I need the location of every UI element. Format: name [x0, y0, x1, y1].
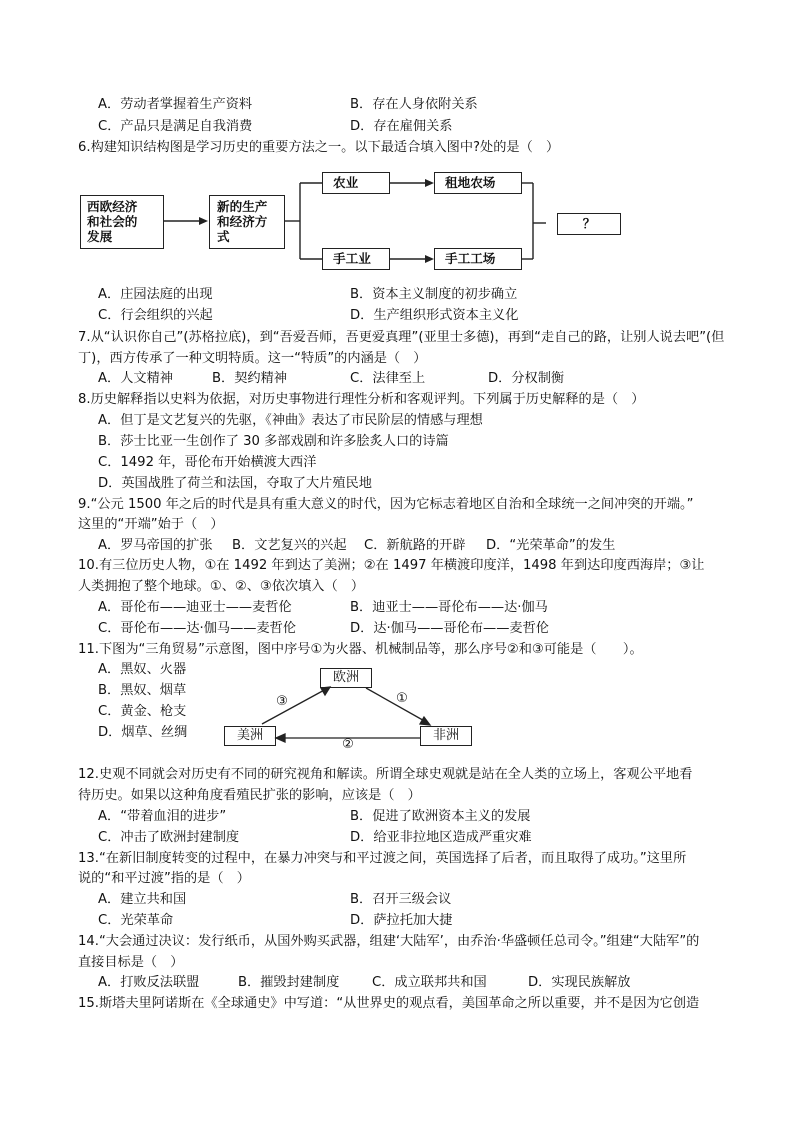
box1-line3: 发展	[87, 229, 113, 244]
q13-stem-line1: 13.“在新旧制度转变的过程中，在暴力冲突与和平过渡之间，英国选择了后者，而且取得了成功。”这里所	[78, 851, 687, 866]
q12-option-a: A．“带着血泪的进步”	[98, 809, 227, 824]
q7-option-b: B．契约精神	[212, 371, 287, 386]
q8-option-d: D．英国战胜了荷兰和法国，夺取了大片殖民地	[98, 476, 372, 491]
europe-box: 欧洲	[320, 668, 372, 688]
box2-line2: 和经济方	[217, 214, 268, 229]
america-box: 美洲	[224, 726, 276, 746]
q5-option-d: D．存在雇佣关系	[350, 119, 453, 134]
q9-option-c: C．新航路的开辟	[364, 538, 466, 553]
q11-option-d: D．烟草、丝绸	[98, 725, 188, 740]
arrow-label-2: ②	[342, 737, 354, 752]
q6-stem: 6.构建知识结构图是学习历史的重要方法之一。以下最适合填入图中?处的是（ ）	[78, 140, 560, 155]
q14-option-b: B．摧毁封建制度	[238, 975, 340, 990]
q7-option-a: A．人文精神	[98, 371, 173, 386]
arrow-label-1: ①	[396, 691, 408, 706]
q9-stem-line2: 这里的“开端”始于（ ）	[78, 517, 224, 532]
box1-line2: 和社会的	[87, 214, 138, 229]
box2-line3: 式	[217, 229, 230, 244]
q7-option-d: D．分权制衡	[488, 371, 565, 386]
q6-structure-diagram	[0, 0, 794, 290]
q13-option-a: A．建立共和国	[98, 892, 187, 907]
q14-option-d: D．实现民族解放	[528, 975, 631, 990]
q9-option-b: B．文艺复兴的兴起	[232, 538, 347, 553]
q13-option-b: B．召开三级会议	[350, 892, 452, 907]
diagram-box-leased-farm: 租地农场	[434, 172, 522, 194]
q8-option-a: A．但丁是文艺复兴的先驱，《神曲》表达了市民阶层的情感与理想	[98, 413, 483, 428]
q10-option-c: C．哥伦布——达·伽马——麦哲伦	[98, 621, 297, 636]
q7-option-c: C．法律至上	[350, 371, 426, 386]
q7-stem-line2: 丁)，西方传承了一种文明特质。这一“特质”的内涵是（ ）	[78, 351, 427, 366]
q8-option-c: C．1492 年，哥伦布开始横渡大西洋	[98, 455, 317, 470]
q12-option-c: C．冲击了欧洲封建制度	[98, 830, 240, 845]
q10-option-d: D．达·伽马——哥伦布——麦哲伦	[350, 621, 549, 636]
q7-stem-line1: 7.从“认识你自己”(苏格拉底)，到“吾爱吾师，吾更爱真理”(亚里士多德)，再到“走自己的路，让别人说去吧”(但	[78, 330, 725, 345]
q12-option-d: D．给亚非拉地区造成严重灾难	[350, 830, 532, 845]
q12-option-b: B．促进了欧洲资本主义的发展	[350, 809, 531, 824]
q14-option-a: A．打败反法联盟	[98, 975, 200, 990]
q6-option-d: D．生产组织形式资本主义化	[350, 308, 519, 323]
q14-stem-line1: 14.“大会通过决议：发行纸币，从国外购买武器，组建‘大陆军’，由乔治·华盛顿任总司令。”组建“大陆军”的	[78, 934, 700, 949]
q11-option-b: B．黑奴、烟草	[98, 683, 187, 698]
diagram-box-handicraft: 手工业	[322, 248, 390, 270]
arrow-label-3: ③	[276, 694, 288, 709]
q9-stem-line1: 9.“公元 1500 年之后的时代是具有重大意义的时代，因为它标志着地区自治和全球统一之间冲突的开端。”	[78, 497, 694, 512]
box1-line1: 西欧经济	[87, 199, 138, 214]
q14-stem-line2: 直接目标是（ ）	[78, 955, 184, 970]
q11-stem: 11.下图为“三角贸易”示意图，图中序号①为火器、机械制品等，那么序号②和③可能是（ ）。	[78, 642, 643, 657]
q11-option-a: A．黑奴、火器	[98, 662, 187, 677]
q9-option-d: D．“光荣革命”的发生	[486, 538, 616, 553]
q14-option-c: C．成立联邦共和国	[372, 975, 487, 990]
q10-option-b: B．迪亚士——哥伦布——达·伽马	[350, 600, 548, 615]
q12-stem-line2: 待历史。如果以这种角度看殖民扩张的影响，应该是（ ）	[78, 788, 421, 803]
q11-triangle-trade-diagram	[0, 660, 794, 760]
africa-box: 非洲	[420, 726, 472, 746]
q13-option-d: D．萨拉托加大捷	[350, 913, 453, 928]
q5-option-c: C．产品只是满足自我消费	[98, 119, 253, 134]
q6-option-a: A．庄园法庭的出现	[98, 287, 213, 302]
q6-option-b: B．资本主义制度的初步确立	[350, 287, 518, 302]
q8-stem: 8.历史解释指以史料为依据，对历史事物进行理性分析和客观评判。下列属于历史解释的是（ ）	[78, 392, 645, 407]
diagram-box-western-europe	[80, 195, 164, 249]
diagram-box-agriculture: 农业	[322, 172, 390, 194]
q10-stem-line2: 人类拥抱了整个地球。①、②、③依次填入（ ）	[78, 579, 365, 594]
diagram-box-question: ？	[557, 213, 621, 235]
diagram-box-new-production	[209, 195, 285, 249]
q10-option-a: A．哥伦布——迪亚士——麦哲伦	[98, 600, 292, 615]
q8-option-b: B．莎士比亚一生创作了 30 多部戏剧和许多脍炙人口的诗篇	[98, 434, 449, 449]
q5-option-b: B．存在人身依附关系	[350, 97, 478, 112]
q9-option-a: A．罗马帝国的扩张	[98, 538, 213, 553]
q6-option-c: C．行会组织的兴起	[98, 308, 213, 323]
box2-line1: 新的生产	[217, 199, 268, 214]
q13-option-c: C．光荣革命	[98, 913, 174, 928]
triangle-trade-arrows	[0, 660, 794, 760]
q13-stem-line2: 说的“和平过渡”指的是（ ）	[78, 871, 250, 886]
q5-option-a: A．劳动者掌握着生产资料	[98, 97, 253, 112]
diagram-box-workshop: 手工工场	[434, 248, 522, 270]
q15-stem-line1: 15.斯塔夫里阿诺斯在《全球通史》中写道：“从世界史的观点看，美国革命之所以重要，并不是因为它创造	[78, 996, 700, 1011]
q11-option-c: C．黄金、枪支	[98, 704, 187, 719]
q12-stem-line1: 12.史观不同就会对历史有不同的研究视角和解读。所谓全球史观就是站在全人类的立场上，客观公平地看	[78, 767, 693, 782]
q10-stem-line1: 10.有三位历史人物，①在 1492 年到达了美洲；②在 1497 年横渡印度洋，1498 年到达印度西海岸；③让	[78, 558, 705, 573]
